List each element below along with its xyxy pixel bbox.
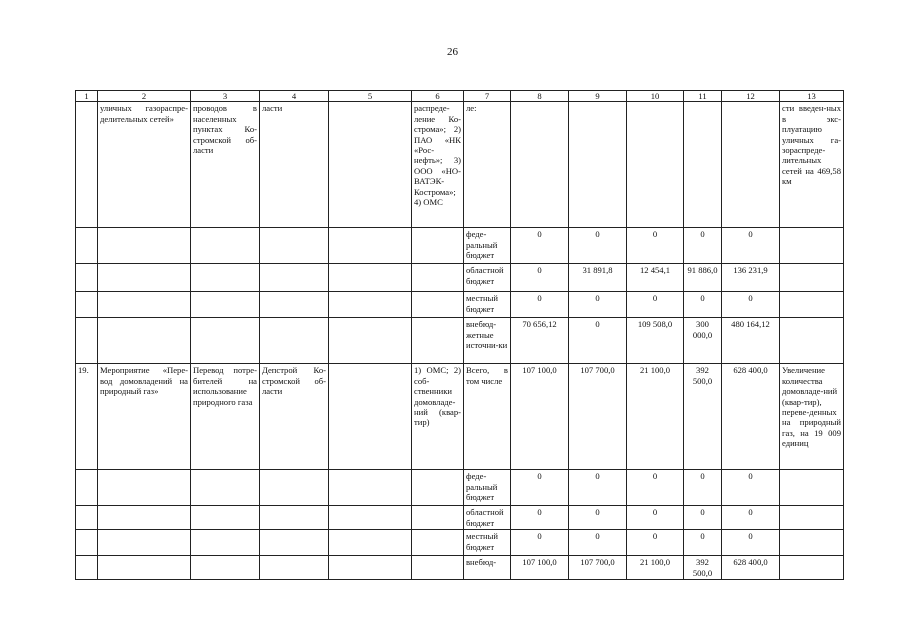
cell-source: ле:	[464, 102, 511, 228]
cell-value: 0	[722, 530, 780, 556]
cell-value: 109 508,0	[627, 318, 684, 364]
column-number: 9	[569, 91, 627, 102]
cell-content: проводов в населенных пунктах Ко-стромской об-ласти	[191, 102, 260, 228]
cell-source: феде-ральный бюджет	[464, 228, 511, 264]
cell-source: местный бюджет	[464, 292, 511, 318]
cell-value: 0	[569, 506, 627, 530]
cell-value: 107 100,0	[511, 364, 569, 470]
cell-value: 21 100,0	[627, 364, 684, 470]
cell-col5	[329, 102, 412, 228]
cell-value: 0	[684, 470, 722, 506]
cell-value: 107 100,0	[511, 556, 569, 580]
cell-value: 31 891,8	[569, 264, 627, 292]
column-number: 3	[191, 91, 260, 102]
cell-value: 0	[627, 470, 684, 506]
cell-value: 107 700,0	[569, 556, 627, 580]
cell-value: 0	[511, 530, 569, 556]
cell-value: 0	[569, 470, 627, 506]
cell-col5	[329, 364, 412, 470]
funding-row-federal	[76, 470, 844, 506]
column-number: 8	[511, 91, 569, 102]
cell-value: 21 100,0	[627, 556, 684, 580]
column-number: 10	[627, 91, 684, 102]
column-number: 12	[722, 91, 780, 102]
column-number: 4	[260, 91, 329, 102]
funding-row-local	[76, 530, 844, 556]
cell-value	[722, 102, 780, 228]
cell-measure-name: Мероприятие «Пере-вод домовладений на природный газ»	[98, 364, 191, 470]
cell-value	[627, 102, 684, 228]
cell-value: 12 454,1	[627, 264, 684, 292]
page-number: 26	[447, 46, 458, 58]
cell-value: 0	[684, 228, 722, 264]
cell-value: 0	[684, 292, 722, 318]
cell-value: 480 164,12	[722, 318, 780, 364]
cell-result: Увеличение количества домовладе-ний (квар-тир), переве-денных на природный газ, на 19 009 единиц	[780, 364, 844, 470]
cell-value: 628 400,0	[722, 364, 780, 470]
program-measures-table	[75, 90, 844, 580]
cell-value: 0	[569, 318, 627, 364]
cell-value: 0	[511, 470, 569, 506]
cell-value: 136 231,9	[722, 264, 780, 292]
cell-measure-name: уличных газораспре-делительных сетей»	[98, 102, 191, 228]
cell-executor: ласти	[260, 102, 329, 228]
cell-source: внебюд-	[464, 556, 511, 580]
cell-value: 0	[511, 228, 569, 264]
cell-value: 0	[627, 228, 684, 264]
cell-value	[569, 102, 627, 228]
column-number: 6	[412, 91, 464, 102]
cell-value	[684, 102, 722, 228]
cell-value: 0	[511, 292, 569, 318]
cell-executor: Депстрой Ко-стромской об-ласти	[260, 364, 329, 470]
funding-row-local	[76, 292, 844, 318]
cell-value: 392 500,0	[684, 364, 722, 470]
measure-19-row	[76, 364, 844, 470]
cell-value: 0	[569, 228, 627, 264]
cell-value: 628 400,0	[722, 556, 780, 580]
cell-value: 0	[627, 506, 684, 530]
cell-value: 91 886,0	[684, 264, 722, 292]
column-number: 13	[780, 91, 844, 102]
cell-participants: распреде-ление Ко-строма»; 2) ПАО «НК «Рос-нефть»; 3) ООО «НО-ВАТЭК-Кострома»; 4) ОМС	[412, 102, 464, 228]
cell-value: 0	[684, 530, 722, 556]
cell-value: 0	[722, 506, 780, 530]
funding-row-regional	[76, 506, 844, 530]
cell-value: 107 700,0	[569, 364, 627, 470]
cell-source: областной бюджет	[464, 264, 511, 292]
cell-value: 0	[722, 228, 780, 264]
column-number: 11	[684, 91, 722, 102]
column-number-row	[76, 91, 844, 102]
cell-value: 0	[627, 530, 684, 556]
column-number: 5	[329, 91, 412, 102]
funding-row-federal	[76, 228, 844, 264]
cell-value: 0	[511, 506, 569, 530]
cell-value: 0	[569, 530, 627, 556]
cell-value	[511, 102, 569, 228]
funding-row-extrabudget	[76, 556, 844, 580]
cell-value: 0	[684, 506, 722, 530]
cell-source: местный бюджет	[464, 530, 511, 556]
cell-value: 0	[722, 470, 780, 506]
cell-participants: 1) ОМС; 2) соб-ственники домовладе-ний (квар-тир)	[412, 364, 464, 470]
funding-row-regional	[76, 264, 844, 292]
cell-source: внебюд-жетные источни-ки	[464, 318, 511, 364]
cell-source: областной бюджет	[464, 506, 511, 530]
cell-value: 70 656,12	[511, 318, 569, 364]
cell-value: 0	[722, 292, 780, 318]
column-number: 1	[76, 91, 98, 102]
cell-number	[76, 102, 98, 228]
cell-content: Перевод потре-бителей на использование природного газа	[191, 364, 260, 470]
funding-row-extrabudget	[76, 318, 844, 364]
column-number: 2	[98, 91, 191, 102]
cell-source: феде-ральный бюджет	[464, 470, 511, 506]
cell-result: сти введен-ных в экс-плуатацию уличных га-зораспреде-лительных сетей на 469,58 км	[780, 102, 844, 228]
cell-value: 0	[569, 292, 627, 318]
cell-value: 0	[627, 292, 684, 318]
cell-value: 0	[511, 264, 569, 292]
cell-value: 300 000,0	[684, 318, 722, 364]
cell-number: 19.	[76, 364, 98, 470]
continuation-row	[76, 102, 844, 228]
cell-source: Всего, в том числе	[464, 364, 511, 470]
cell-value: 392 500,0	[684, 556, 722, 580]
column-number: 7	[464, 91, 511, 102]
